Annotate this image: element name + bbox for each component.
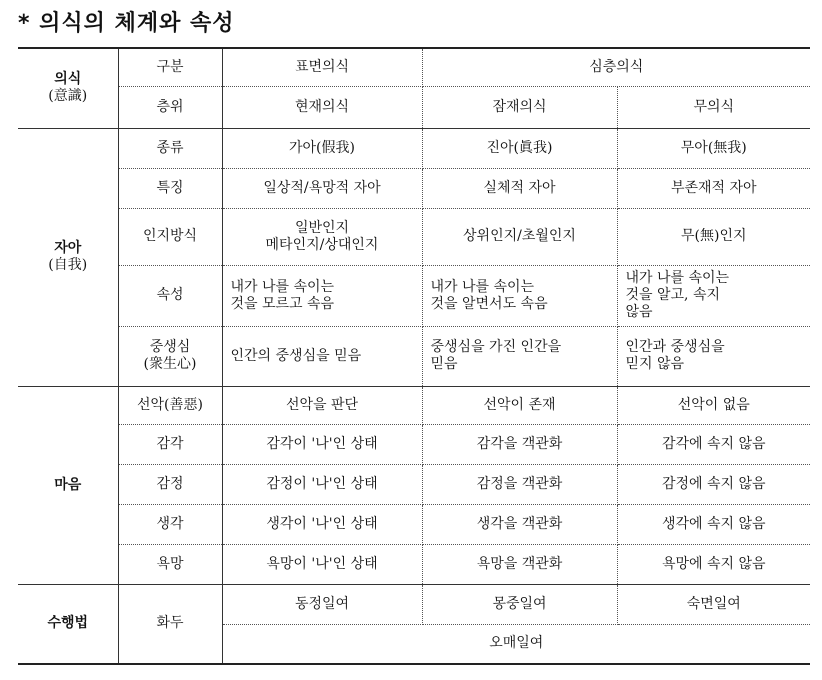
table-row (18, 584, 810, 624)
section-sublabel: (自我) (48, 257, 88, 273)
table-cell: 인간의 중생심을 믿음 (222, 326, 422, 386)
cell-line: (衆生心) (143, 356, 197, 372)
table-cell: 동정일여 (222, 584, 422, 624)
cell-line: 믿지 않음 (625, 356, 685, 372)
section-label: 자아 (54, 240, 82, 256)
table-row (18, 168, 810, 208)
table-cell: 감정이 '나'인 상태 (222, 464, 422, 504)
cell-line: 내가 나를 속이는 (230, 278, 335, 295)
table-row (18, 424, 810, 464)
cell-deep-consciousness: 심층의식 (422, 48, 810, 86)
table-cell: 상위인지/초월인지 (422, 208, 617, 265)
table-cell: 가아(假我) (222, 128, 422, 168)
row-label: 생각 (118, 504, 222, 544)
table-row (18, 265, 810, 326)
row-label: 인지방식 (118, 208, 222, 265)
table-row (18, 86, 810, 128)
table-cell: 숙면일여 (617, 584, 810, 624)
table-row (18, 326, 810, 386)
cell-line: 것을 알고, 속지 (625, 287, 720, 303)
page-title: * 의식의 체계와 속성 (18, 11, 235, 36)
table-cell: 실체적 자아 (422, 168, 617, 208)
cell-latent-consciousness: 잠재의식 (422, 86, 617, 128)
table-row (18, 464, 810, 504)
cell-surface-consciousness: 표면의식 (222, 48, 422, 86)
cell-line: 인간과 중생심을 (625, 339, 725, 355)
table-cell: 감각을 객관화 (422, 424, 617, 464)
table-cell: 욕망에 속지 않음 (617, 544, 810, 584)
cell-line: 중생심을 가진 인간을 (430, 339, 562, 355)
row-label: 화두 (118, 584, 222, 664)
table-cell: 무(無)인지 (617, 208, 810, 265)
table-cell: 진아(眞我) (422, 128, 617, 168)
table-cell: 오매일여 (222, 624, 810, 664)
table-cell (617, 265, 810, 326)
cell-line: 내가 나를 속이는 (430, 278, 535, 295)
table-row (18, 504, 810, 544)
section-mind (18, 386, 118, 584)
table-cell (222, 265, 422, 326)
table-cell: 감정을 객관화 (422, 464, 617, 504)
section-label: 수행법 (47, 615, 89, 632)
row-label: 감정 (118, 464, 222, 504)
row-label (118, 326, 222, 386)
row-label: 구분 (118, 48, 222, 86)
table-cell: 몽중일여 (422, 584, 617, 624)
cell-line: 일반인지 (294, 219, 350, 236)
table-cell: 욕망을 객관화 (422, 544, 617, 584)
cell-line: 것을 모르고 속음 (230, 295, 335, 312)
consciousness-table (18, 47, 810, 665)
table-row (18, 48, 810, 86)
cell-line: 메타인지/상대인지 (265, 236, 379, 253)
cell-unconsciousness: 무의식 (617, 86, 810, 128)
table-cell: 선악이 없음 (617, 386, 810, 424)
table-cell: 감각이 '나'인 상태 (222, 424, 422, 464)
section-consciousness (18, 48, 118, 128)
row-label: 층위 (118, 86, 222, 128)
table-cell: 부존재적 자아 (617, 168, 810, 208)
table-cell (617, 326, 810, 386)
table-cell (422, 326, 617, 386)
table-cell (222, 208, 422, 265)
row-label: 종류 (118, 128, 222, 168)
cell-line: 않음 (625, 304, 653, 320)
table-cell: 생각을 객관화 (422, 504, 617, 544)
cell-line: 내가 나를 속이는 (625, 270, 730, 286)
row-label: 감각 (118, 424, 222, 464)
cell-current-consciousness: 현재의식 (222, 86, 422, 128)
cell-line: 믿음 (430, 356, 458, 372)
section-label: 의식 (54, 71, 82, 88)
table-cell: 선악이 존재 (422, 386, 617, 424)
table-cell: 욕망이 '나'인 상태 (222, 544, 422, 584)
section-self (18, 128, 118, 386)
table-cell: 생각이 '나'인 상태 (222, 504, 422, 544)
row-label: 특징 (118, 168, 222, 208)
table-cell: 감각에 속지 않음 (617, 424, 810, 464)
row-label: 속성 (118, 265, 222, 326)
cell-line: 것을 알면서도 속음 (430, 295, 548, 312)
row-label: 욕망 (118, 544, 222, 584)
table-row (18, 128, 810, 168)
table-cell: 감정에 속지 않음 (617, 464, 810, 504)
table-row (18, 544, 810, 584)
cell-line: 중생심 (149, 339, 191, 355)
table-cell (422, 265, 617, 326)
table-cell: 선악을 판단 (222, 386, 422, 424)
section-practice (18, 584, 118, 664)
table-cell: 생각에 속지 않음 (617, 504, 810, 544)
row-label: 선악(善惡) (118, 386, 222, 424)
section-sublabel: (意識) (48, 88, 88, 105)
table-cell: 무아(無我) (617, 128, 810, 168)
table-row (18, 386, 810, 424)
table-cell: 일상적/욕망적 자아 (222, 168, 422, 208)
table-row (18, 208, 810, 265)
section-label: 마음 (54, 476, 82, 493)
